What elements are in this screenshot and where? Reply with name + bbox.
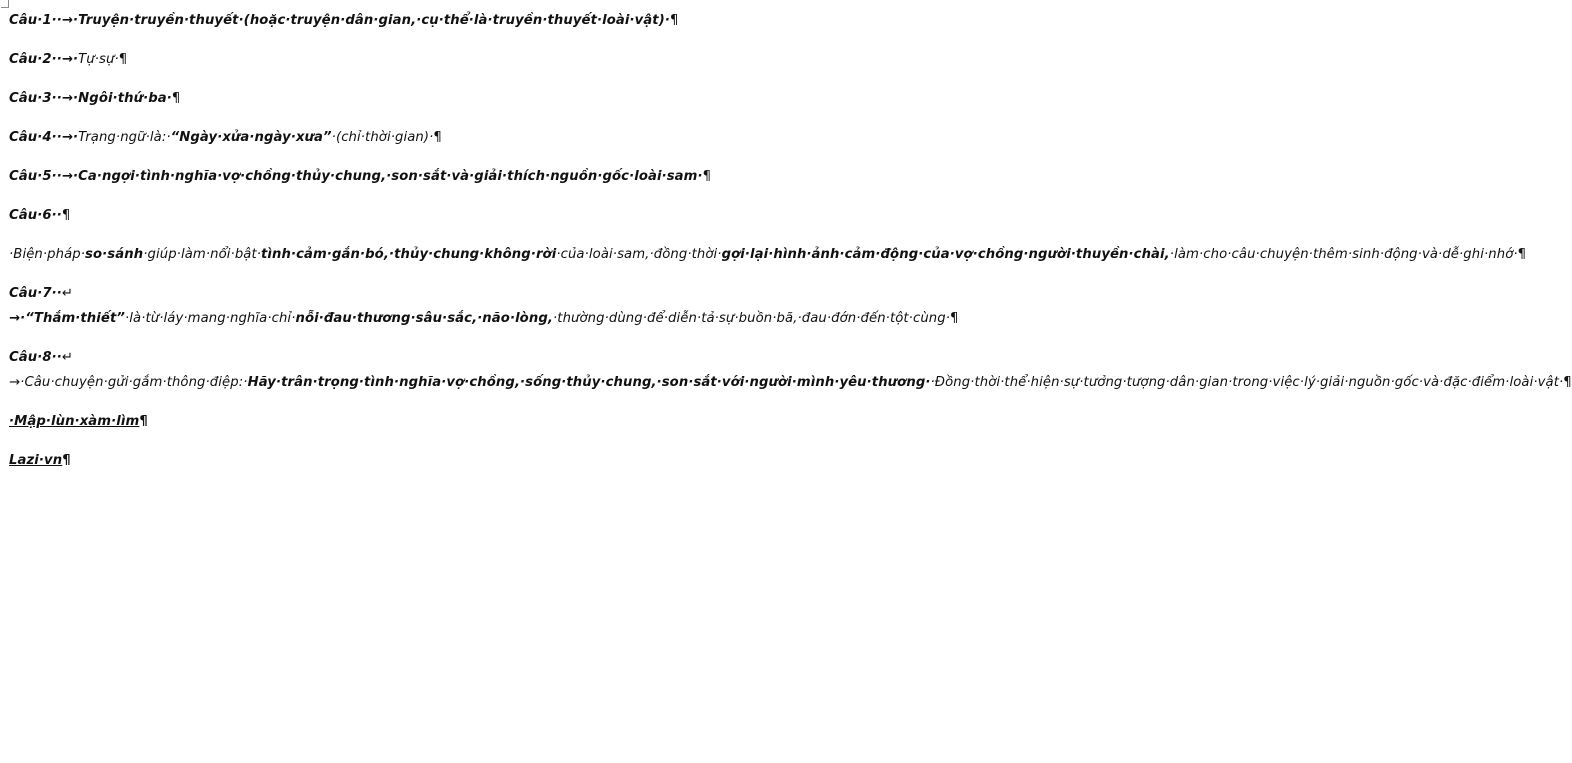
answer-2-label: Câu·2··→· <box>9 52 79 67</box>
answer-8-text-b: Hãy·trân·trọng·tình·nghĩa·vợ·chồng,·sống·thủy·chung,·son·sắt·với·người·mình·yêu·thương· <box>247 375 931 390</box>
answer-4-label: Câu·4··→· <box>9 130 79 145</box>
answer-6-text-b: so·sánh <box>85 247 144 262</box>
answer-8-label: Câu·8·· <box>9 350 62 365</box>
answer-8-text-a: →·Câu·chuyện·gửi·gắm·thông·điệp:· <box>9 375 248 390</box>
answer-6-text-e: ·của·loài·sam,·đồng·thời· <box>556 247 722 262</box>
pilcrow-mark: ¶ <box>950 311 959 326</box>
answer-6-body <box>9 242 1527 267</box>
answer-2 <box>9 47 599 72</box>
document-body <box>9 8 1572 473</box>
answer-3 <box>9 86 599 111</box>
answer-5-text: Ca·ngợi·tình·nghĩa·vợ·chồng·thủy·chung,·son·sắt·và·giải·thích·nguồn·gốc·loài·sam· <box>78 169 703 184</box>
answer-6-text-d: tình·cảm·gắn·bó,·thủy·chung·không·rời <box>261 247 557 262</box>
answer-4 <box>9 125 599 150</box>
answer-4-text-a: Trạng·ngữ·là:· <box>78 130 171 145</box>
answer-7-text-a: →· <box>9 311 26 326</box>
answer-3-text: Ngôi·thứ·ba· <box>78 91 172 106</box>
answer-8-body <box>9 370 1572 395</box>
pilcrow-mark: ¶ <box>1563 375 1572 390</box>
signature-line-1 <box>9 409 599 434</box>
pilcrow-mark: ¶ <box>61 208 71 223</box>
page-corner-mark <box>1 0 9 8</box>
answer-7-text-e: ·thường·dùng·để·diễn·tả·sự·buồn·bã,·đau·đớn·đến·tột·cùng· <box>553 311 950 326</box>
answer-4-text-c: ·(chỉ·thời·gian)· <box>331 130 434 145</box>
answer-7-label: Câu·7·· <box>9 286 62 301</box>
pilcrow-mark: ¶ <box>702 169 712 184</box>
answer-1-text: Truyện·truyền·thuyết·(hoặc·truyện·dân·gian,·cụ·thể·là·truyền·thuyết·loài·vật)· <box>78 13 670 28</box>
answer-6-text-f: gợi·lại·hình·ảnh·cảm·động·của·vợ·chồng·người·thuyền·chài, <box>721 247 1170 262</box>
answer-4-quote: “Ngày·xửa·ngày·xưa” <box>170 130 332 145</box>
pilcrow-mark: ¶ <box>1517 247 1527 262</box>
signature-line-2 <box>9 448 599 473</box>
line-break-mark: ↵ <box>61 286 74 301</box>
pilcrow-mark: ¶ <box>139 414 148 429</box>
signature-text-2: Lazi·vn <box>9 453 63 468</box>
answer-7-text-d: nỗi·đau·thương·sâu·sắc,·não·lòng, <box>295 311 553 326</box>
answer-6-label: Câu·6·· <box>9 208 62 223</box>
answer-8-text-c: ·Đồng·thời·thể·hiện·sự·tưởng·tượng·dân·gian·trong·việc·lý·giải·nguồn·gốc·và·đặc·điểm·loài·vật· <box>930 375 1564 390</box>
line-break-mark: ↵ <box>61 350 74 365</box>
answer-6-text-g: ·làm·cho·câu·chuyện·thêm·sinh·động·và·dễ·ghi·nhớ· <box>1169 247 1518 262</box>
answer-7-body <box>9 306 959 331</box>
answer-7-text-b: “Thắm·thiết” <box>25 311 125 326</box>
pilcrow-mark: ¶ <box>171 91 181 106</box>
answer-3-label: Câu·3··→· <box>9 91 79 106</box>
answer-5-label: Câu·5··→· <box>9 169 79 184</box>
answer-7-heading <box>9 281 599 306</box>
answer-7-text-c: ·là·từ·láy·mang·nghĩa·chỉ· <box>124 311 296 326</box>
answer-5 <box>9 164 712 189</box>
answer-2-text: Tự·sự· <box>78 52 119 67</box>
answer-1 <box>9 8 679 33</box>
answer-1-label: Câu·1··→· <box>9 13 79 28</box>
answer-6-text-a: ·Biện·pháp· <box>9 247 86 262</box>
pilcrow-mark: ¶ <box>62 453 71 468</box>
signature-text-1: ·Mập·lùn·xàm·lìm <box>9 414 140 429</box>
pilcrow-mark: ¶ <box>118 52 128 67</box>
answer-8-heading <box>9 345 599 370</box>
pilcrow-mark: ¶ <box>669 13 679 28</box>
answer-6-heading <box>9 203 599 228</box>
answer-6-text-c: ·giúp·làm·nổi·bật· <box>143 247 262 262</box>
pilcrow-mark: ¶ <box>433 130 442 145</box>
